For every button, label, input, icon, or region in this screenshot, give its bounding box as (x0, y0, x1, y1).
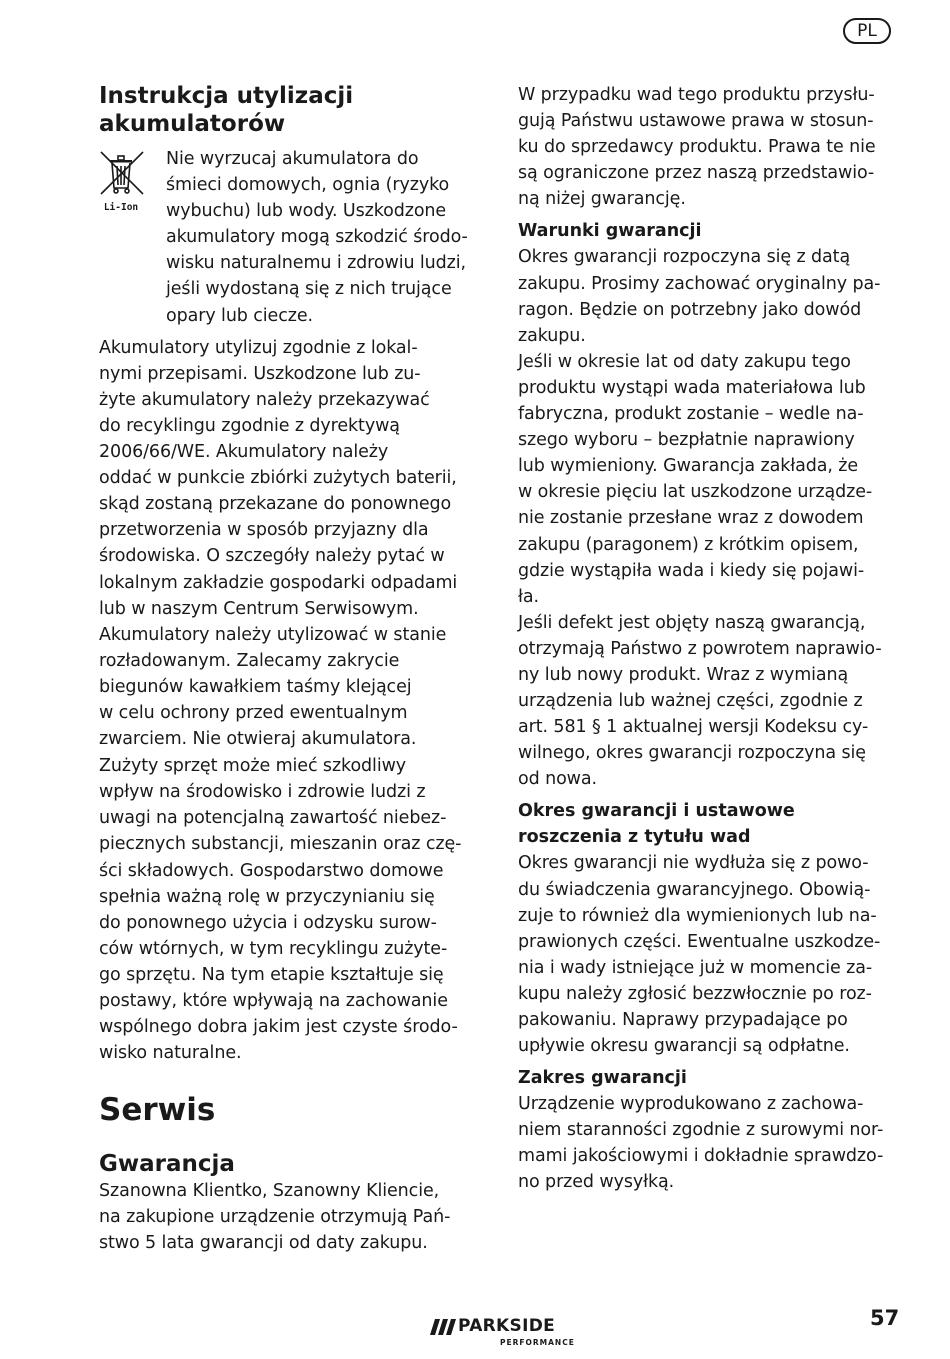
text-line: skąd zostaną przekazane do ponownego (99, 494, 452, 515)
warranty-period-title-line-2: roszczenia z tytułu wad (518, 827, 751, 848)
text-line: lub wymieniony. Gwarancja zakłada, że (518, 456, 859, 477)
text-line: zakupu (paragonem) z krótkim opisem, (518, 534, 859, 555)
text-line: zuje to również dla wymienionych lub na- (518, 905, 877, 926)
text-line: ców wtórnych, w tym recyklingu zużyte- (99, 938, 448, 959)
text-line: produktu wystąpi wada materiałowa lub (518, 377, 866, 398)
text-line: ła. (518, 586, 539, 607)
text-line: lub w naszym Centrum Serwisowym. (99, 598, 419, 619)
battery-disposal-title-line-2: akumulatorów (99, 111, 286, 137)
parkside-stripes-icon (430, 1317, 456, 1337)
conditions-paragraph-2 (518, 349, 903, 610)
text-line: 2006/66/WE. Akumulatory należy (99, 442, 389, 463)
text-line: postawy, które wpływają na zachowanie (99, 991, 448, 1011)
text-line: uwagi na potencjalną zawartość niebez- (99, 808, 447, 829)
brand-subline: PERFORMANCE (500, 1338, 575, 1347)
text-line: go sprzętu. Na tym etapie kształtuje się (99, 964, 444, 985)
text-line: piecznych substancji, mieszanin oraz czę- (99, 834, 462, 855)
text-line: na zakupione urządzenie otrzymują Pań- (99, 1207, 451, 1228)
text-line: w celu ochrony przed ewentualnym (99, 702, 408, 723)
text-line: nie zostanie przesłane wraz z dowodem (518, 508, 864, 529)
text-line: otrzymają Państwo z powrotem naprawio- (518, 638, 882, 659)
warning-line: akumulatory mogą szkodzić środo- (166, 227, 468, 248)
text-line: Akumulatory utylizuj zgodnie z lokal- (99, 337, 418, 358)
text-line: niem staranności zgodnie z surowymi nor- (518, 1120, 884, 1141)
conditions-paragraph-1 (518, 244, 903, 348)
warning-line: opary lub ciecze. (166, 305, 313, 326)
text-line: upływie okresu gwarancji są odpłatne. (518, 1036, 850, 1057)
text-line: Zużyty sprzęt może mieć szkodliwy (99, 756, 407, 777)
battery-disposal-title-line-1: Instrukcja utylizacji (99, 83, 354, 109)
text-line: w okresie pięciu lat uszkodzone urządze- (518, 482, 873, 503)
warranty-period-paragraph (518, 850, 903, 1059)
conditions-paragraph-3 (518, 610, 903, 793)
service-title: Serwis (99, 1092, 216, 1129)
text-line: oddać w punkcie zbiórki zużytych baterii, (99, 468, 457, 489)
left-column (99, 82, 484, 1257)
text-line: do ponownego użycia i odzysku surow- (99, 912, 437, 933)
warranty-period-title-line-1: Okres gwarancji i ustawowe (518, 801, 795, 822)
warranty-title: Gwarancja (99, 1151, 235, 1178)
text-line: urządzenia lub ważnej części, zgodnie z (518, 691, 863, 712)
text-line: od nowa. (518, 769, 597, 790)
brand-name: PARKSIDE (458, 1316, 556, 1336)
text-line: pakowaniu. Naprawy przypadające po (518, 1010, 848, 1030)
environment-paragraph (99, 753, 484, 1066)
language-badge: PL (843, 18, 891, 44)
text-line: Szanowna Klientko, Szanowny Kliencie, (99, 1181, 440, 1202)
parkside-logo (430, 1314, 580, 1354)
text-line: ku do sprzedawcy produktu. Prawa te nie (518, 137, 876, 158)
page-number: 57 (870, 1306, 900, 1330)
text-line: fabryczna, produkt zostanie – wedle na- (518, 404, 864, 425)
text-line: nia i wady istniejące już w momencie za- (518, 957, 873, 978)
warning-line: wisku naturalnemu i zdrowiu ludzi, (166, 253, 466, 274)
text-line: Jeśli defekt jest objęty naszą gwarancją, (518, 612, 866, 633)
text-line: du świadczenia gwarancyjnego. Obowią- (518, 879, 871, 900)
warranty-conditions-title: Warunki gwarancji (518, 221, 702, 242)
text-line: Urządzenie wyprodukowano z zachowa- (518, 1094, 864, 1115)
text-line: wspólnego dobra jakim jest czyste środo- (99, 1017, 458, 1038)
text-line: zwarciem. Nie otwieraj akumulatora. (99, 729, 417, 750)
text-line: prawionych części. Ewentualne uszkodze- (518, 931, 881, 952)
text-line: lokalnym zakładzie gospodarki odpadami (99, 572, 458, 593)
text-line: art. 581 § 1 aktualnej wersji Kodeksu cy- (518, 717, 869, 738)
text-line: gdzie wystąpiła wada i kiedy się pojawi- (518, 560, 865, 581)
text-line: przetworzenia w sposób przyjazny dla (99, 520, 429, 541)
text-line: Jeśli w okresie lat od daty zakupu tego (518, 351, 851, 372)
text-line: wilnego, okres gwarancji rozpoczyna się (518, 743, 866, 764)
text-line: Okres gwarancji rozpoczyna się z datą (518, 247, 851, 268)
statutory-rights-paragraph (518, 82, 903, 212)
right-column (518, 82, 903, 1196)
text-line: ragon. Będzie on potrzebny jako dowód (518, 299, 862, 320)
text-line: stwo 5 lata gwarancji od daty zakupu. (99, 1233, 428, 1254)
text-line: ści składowych. Gospodarstwo domowe (99, 860, 444, 881)
page-footer (0, 1300, 950, 1359)
text-line: do recyklingu zgodnie z dyrektywą (99, 415, 400, 436)
text-line: żyte akumulatory należy przekazywać (99, 389, 430, 410)
text-line: środowiska. O szczegóły należy pytać w (99, 546, 445, 567)
text-line: ną niżej gwarancję. (518, 189, 686, 210)
warranty-scope-paragraph (518, 1091, 903, 1195)
text-line: zakupu. (518, 325, 586, 346)
warning-line: śmieci domowych, ognia (ryzyko (166, 175, 450, 196)
text-line: wisko naturalne. (99, 1043, 242, 1064)
text-line: Okres gwarancji nie wydłuża się z powo- (518, 853, 869, 874)
text-line: są ograniczone przez naszą przedstawio- (518, 163, 875, 184)
text-line: no przed wysyłką. (518, 1172, 675, 1193)
text-line: szego wyboru – bezpłatnie naprawiony (518, 430, 855, 451)
text-line: ny lub nowy produkt. Wraz z wymianą (518, 664, 849, 685)
battery-warning (99, 146, 484, 329)
text-line: nymi przepisami. Uszkodzone lub zu- (99, 363, 421, 384)
disposal-paragraph (99, 335, 484, 753)
text-line: W przypadku wad tego produktu przysłu- (518, 85, 875, 105)
warning-line: Nie wyrzucaj akumulatora do (166, 149, 419, 169)
text-line: mami jakościowymi i dokładnie sprawdzo- (518, 1146, 884, 1167)
text-line: zakupu. Prosimy zachować oryginalny pa- (518, 273, 881, 294)
li-ion-label: Li-Ion (103, 202, 139, 212)
text-line: Akumulatory należy utylizować w stanie (99, 624, 447, 645)
warranty-intro-paragraph (99, 1178, 484, 1256)
warranty-scope-title: Zakres gwarancji (518, 1068, 687, 1089)
text-line: kupu należy zgłosić bezzwłocznie po roz- (518, 983, 872, 1004)
text-line: gują Państwu ustawowe prawa w stosun- (518, 111, 874, 132)
text-line: rozładowanym. Zalecamy zakrycie (99, 650, 400, 671)
crossed-bin-icon (99, 150, 147, 212)
text-line: spełnia ważną rolę w przyczynianiu się (99, 886, 435, 907)
warning-line: jeśli wydostaną się z nich trujące (166, 279, 452, 300)
warning-line: wybuchu) lub wody. Uszkodzone (166, 201, 447, 222)
text-line: wpływ na środowisko i zdrowie ludzi z (99, 782, 426, 803)
text-line: biegunów kawałkiem taśmy klejącej (99, 676, 412, 697)
